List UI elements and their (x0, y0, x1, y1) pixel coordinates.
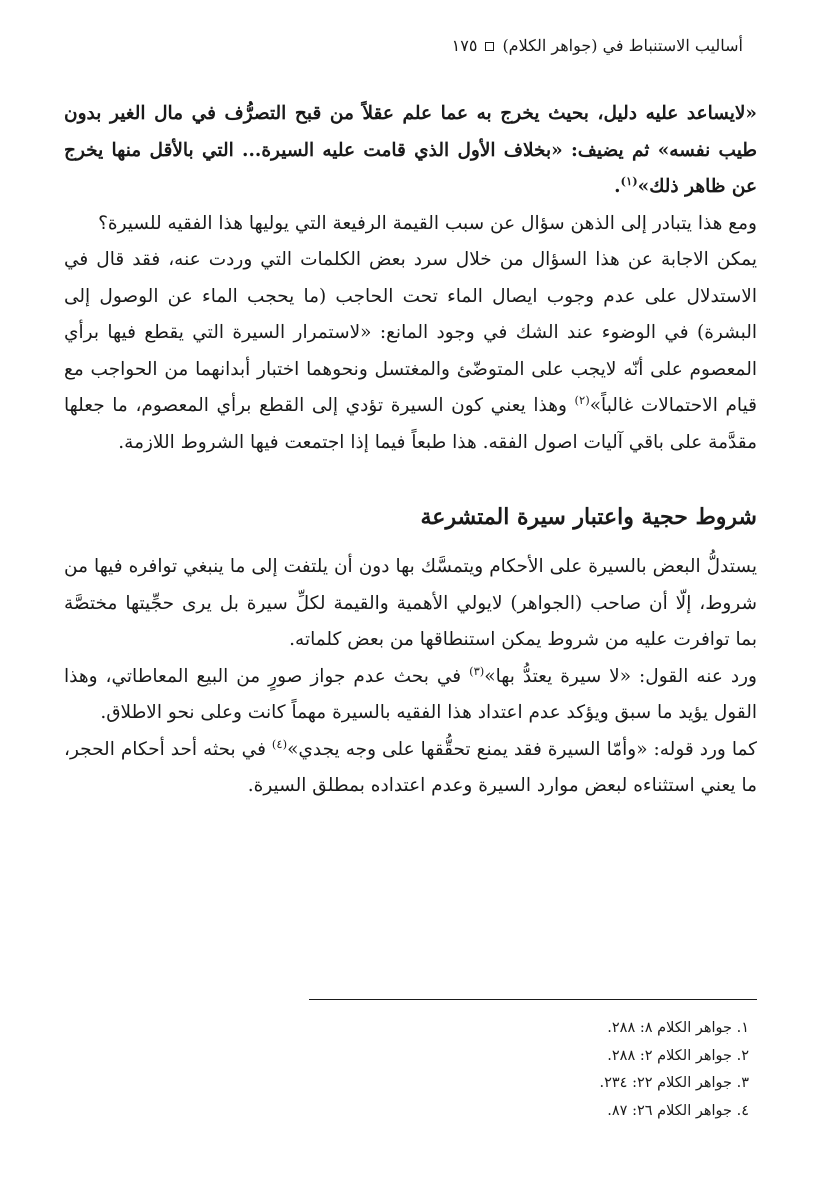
conditions-paragraph: يستدلُّ البعض بالسيرة على الأحكام ويتمسَّك بها دون أن يلتفت إلى ما ينبغي توافره فيها من شروط، إلّا أن صاحب (الجواهر) لايولي الأهمية والقيمة لكلِّ سيرة بل يرى حجِّيتها مختصَّة بما توافرت عليه من شروط يمكن استنطاقها من بعض كلماته. (64, 556, 757, 650)
quote-paragraph-2: ورد عنه القول: «لا سيرة يعتدُّ بها»$^{(٣)}$ في بحث عدم جواز صورٍ من البيع المعاطاتي، وهذا القول يؤيد ما سبق ويؤكد عدم اعتداد هذا الفقيه بالسيرة مهماً كانت وعلى نحو الاطلاق. (64, 663, 757, 723)
section-heading: شروط حجية واعتبار سيرة المتشرعة (420, 504, 757, 530)
footnote-item: ٢. جواهر الكلام ٢: ٢٨٨. (607, 1047, 749, 1064)
header-title: أساليب الاستنباط في (جواهر الكلام) (502, 36, 743, 55)
footnote-item: ٤. جواهر الكلام ٢٦: ٨٧. (607, 1102, 749, 1119)
footnote-ref: (١) (620, 173, 638, 188)
footnotes-list (200, 1015, 749, 1125)
footnote-ref: (٣) (469, 663, 485, 678)
footnote-ref: (٤) (271, 736, 288, 751)
footnote-divider (309, 999, 757, 1000)
page-number: ١٧٥ (451, 36, 478, 55)
answer-paragraph: يمكن الاجابة عن هذا السؤال من خلال سرد بعض الكلمات التي وردت عنه، فقد قال في الاستدلال على عدم وجوب ايصال الماء تحت الحاجب (ما يحجب الماء عن الوصول إلى البشرة) في الوضوء عند الشك في وجود المانع: «لاستمرار السيرة التي يقطع فيها برأي المعصوم على أنّه لايجب على المتوضّئ والمغتسل ونحوهما اختبار أبدانهما من الحواجب مع قيام الاحتمالات غالباً»$^{(٢)}$ وهذا يعني كون السيرة تؤدي إلى القطع برأي المعصوم، ما جعلها مقدَّمة على باقي آليات اصول الفقه. هذا طبعاً فيما إذا اجتمعت فيها الشروط اللازمة. (64, 249, 757, 453)
square-ornament-icon (485, 42, 494, 51)
footnote-item: ٣. جواهر الكلام ٢٢: ٢٣٤. (599, 1075, 749, 1091)
quote-paragraph: «لايساعد عليه دليل، بحيث يخرج به عما علم عقلاً من قبح التصرُّف في مال الغير بدون طيب نفسه» ثم يضيف: «بخلاف الأول الذي قامت عليه السيرة... التي بالأقل منها يخرج عن ظاهر ذلك»$^{(١)}$. (64, 103, 757, 197)
running-header (84, 34, 743, 58)
footnote-item: ١. جواهر الكلام ٨: ٢٨٨. (607, 1020, 749, 1036)
body-text (64, 96, 757, 805)
quote-paragraph-3: كما ورد قوله: «وأمّا السيرة فقد يمنع تحقُّقها على وجه يجدي»$^{(٤)}$ في بحثه أحد أحكام الحجر، ما يعني استثناءه لبعض موارد السيرة وعدم اعتداده بمطلق السيرة. (64, 736, 757, 796)
footnote-ref: (٢) (574, 392, 590, 407)
question-paragraph: ومع هذا يتبادر إلى الذهن سؤال عن سبب القيمة الرفيعة التي يوليها هذا الفقيه للسيرة؟ (98, 212, 757, 234)
